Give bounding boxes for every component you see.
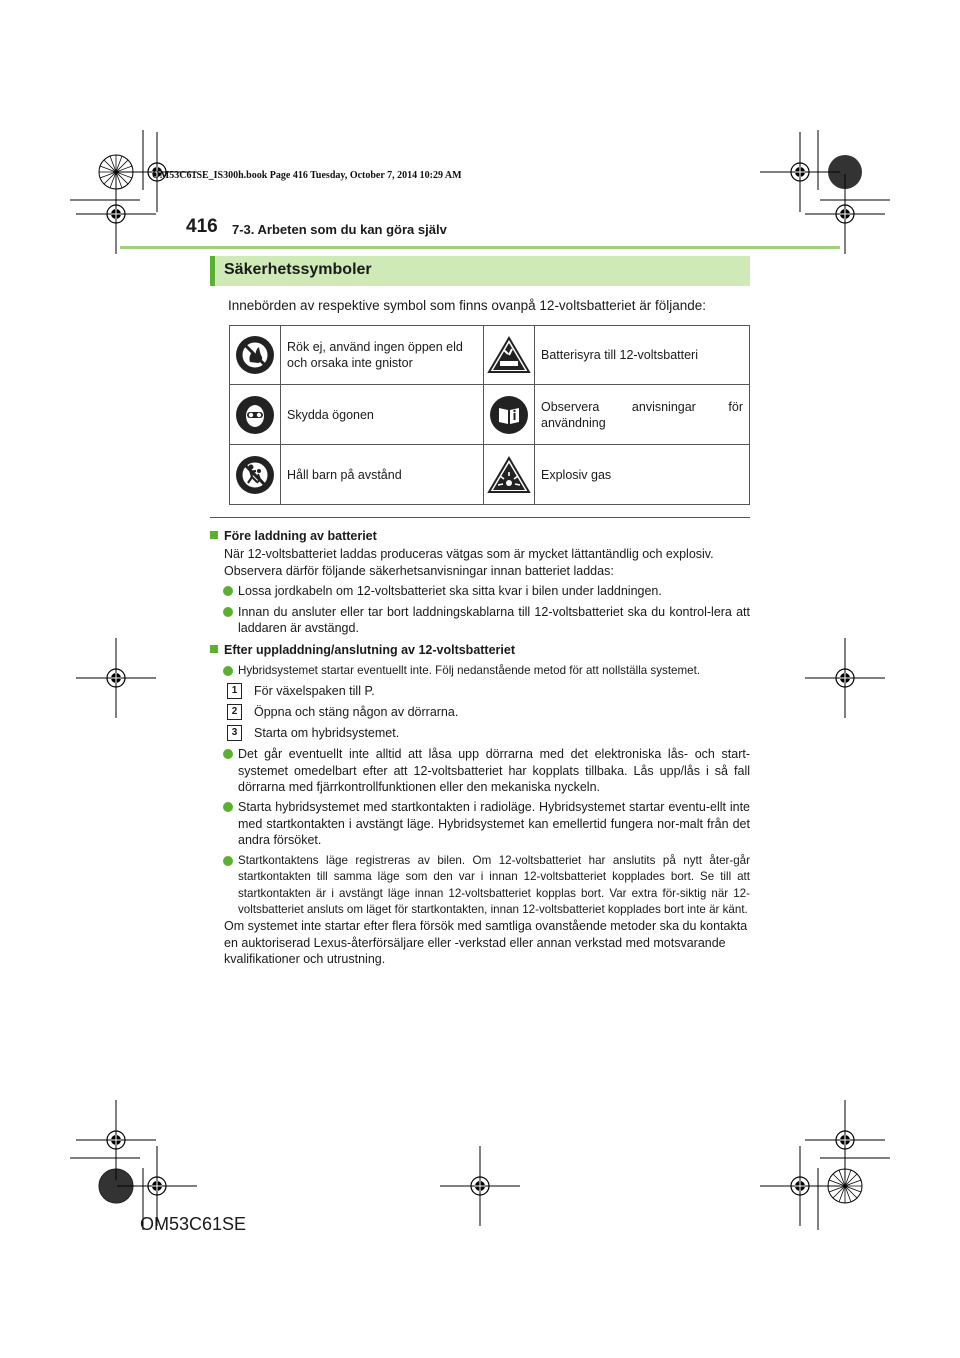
symbol-description: Rök ej, använd ingen öppen eld och orsaka inte gnistor <box>281 326 484 385</box>
safety-symbols-table <box>229 325 750 505</box>
closing-paragraph: Om systemet inte startar efter flera försök med samtliga ovanstående metoder ska du kontakta en auktoriserad Lexus-återförsäljare eller -verkstad eller annan verkstad med motsvarande kvalifikationer och utrustning. <box>224 919 748 967</box>
list-item: Startkontaktens läge registreras av bilen. Om 12-voltsbatteriet har anslutits på nytt åter-går startkontakten till samma läge som den var i innan 12-voltsbatteriet kopplades bort. Se till att startkontakten är i avstängt läge innan 12-voltsbatteriet kopplas bort. Var extra för-siktig när 12-voltsbatteriet ansluts om läget för startkontakten, innan 12-voltsbatteriet kopplades bort inte är känt. <box>210 853 750 919</box>
square-bullet-icon <box>210 531 218 539</box>
paragraph: När 12-voltsbatteriet laddas produceras vätgas som är mycket lättantändlig och explosiv. Observera därför följande säkerhetsanvisningar innan batteriet laddas: <box>224 547 714 578</box>
symbol-description: Observera anvisningar för användning <box>535 385 750 445</box>
bullet-dot-icon <box>223 749 233 759</box>
symbol-description: Håll barn på avstånd <box>281 445 484 505</box>
symbol-description: Batterisyra till 12-voltsbatteri <box>535 326 750 385</box>
step-item: 3 Starta om hybridsystemet. <box>210 725 750 742</box>
list-item: Hybridsystemet startar eventuellt inte. Följ nedanstående metod för att nollställa systemet. <box>210 663 750 679</box>
subheading-after-charging: Efter uppladdning/anslutning av 12-voltsbatteriet <box>210 642 750 658</box>
read-instructions-icon <box>484 385 535 445</box>
section-divider <box>210 517 750 518</box>
square-bullet-icon <box>210 645 218 653</box>
list-item: Starta hybridsystemet med startkontakten i radioläge. Hybridsystemet startar eventu-ellt inte med startkontakten i avstängt läge. Hybridsystemet kan emellertid fungera nor-malt från det andra försöket. <box>210 799 750 848</box>
book-file-header: OM53C61SE_IS300h.book Page 416 Tuesday, October 7, 2014 10:29 AM <box>152 170 462 181</box>
section-title: Säkerhetssymboler <box>224 261 372 278</box>
table-row <box>230 326 750 385</box>
battery-acid-icon <box>484 326 535 385</box>
step-item: 1 För växelspaken till P. <box>210 683 750 700</box>
intro-text: Innebörden av respektive symbol som finns ovanpå 12-voltsbatteriet är följande: <box>228 298 707 313</box>
table-row <box>230 445 750 505</box>
explosive-gas-icon <box>484 445 535 505</box>
keep-children-away-icon <box>230 445 281 505</box>
symbol-description: Skydda ögonen <box>281 385 484 445</box>
table-row <box>230 385 750 445</box>
chapter-title: 7-3. Arbeten som du kan göra själv <box>232 222 447 237</box>
document-code: OM53C61SE <box>140 1214 247 1234</box>
body-content <box>210 528 750 968</box>
list-item: Det går eventuellt inte alltid att låsa upp dörrarna med det elektroniska lås- och start-systemet omedelbart efter att 12-voltsbatteriet har kopplats tillbaka. Lås upp/lås i så fall dörrarna med fjärrkontrollfunktionen eller den mekaniska nyckeln. <box>210 746 750 795</box>
bullet-dot-icon <box>223 607 233 617</box>
bullet-dot-icon <box>223 586 233 596</box>
bullet-dot-icon <box>223 802 233 812</box>
bullet-dot-icon <box>223 856 233 866</box>
page-number: 416 <box>186 216 218 237</box>
eye-protection-icon <box>230 385 281 445</box>
list-item: Innan du ansluter eller tar bort laddningskablarna till 12-voltsbatteriet ska du kontrol-lera att laddaren är avstängd. <box>210 604 750 637</box>
bullet-dot-icon <box>223 666 233 676</box>
step-number: 3 <box>227 725 242 741</box>
step-number: 2 <box>227 704 242 720</box>
section-banner <box>210 256 750 286</box>
subheading-before-charging: Före laddning av batteriet <box>210 528 750 544</box>
symbol-description: Explosiv gas <box>535 445 750 505</box>
list-item: Lossa jordkabeln om 12-voltsbatteriet ska sitta kvar i bilen under laddningen. <box>210 583 750 599</box>
header-rule <box>120 246 840 249</box>
step-item: 2 Öppna och stäng någon av dörrarna. <box>210 704 750 721</box>
step-number: 1 <box>227 683 242 699</box>
no-smoking-flame-icon <box>230 326 281 385</box>
